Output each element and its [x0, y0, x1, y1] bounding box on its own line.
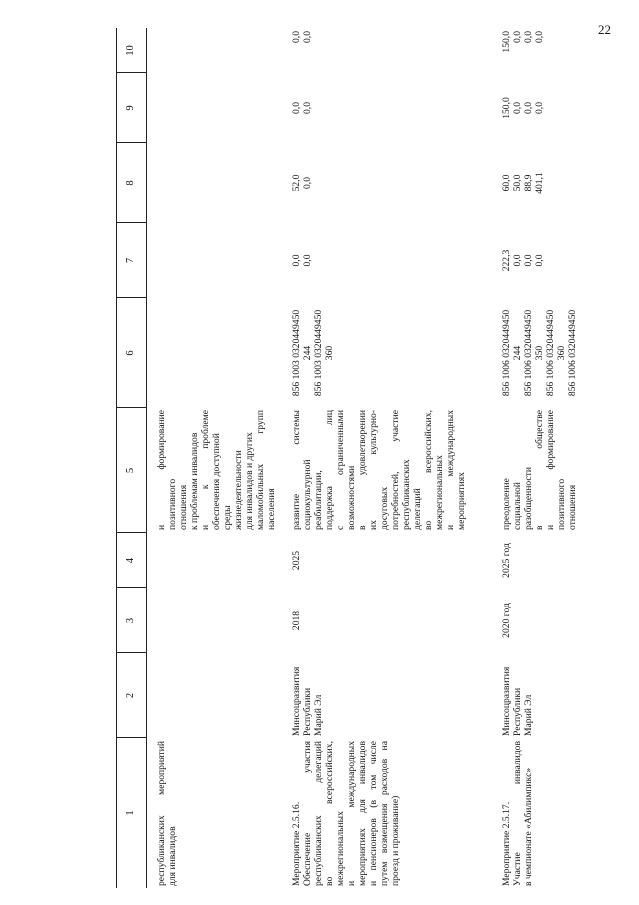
text-line: и международных [445, 410, 456, 530]
text-line: Республики [512, 687, 523, 736]
text-line: Обеспечение участия [302, 741, 313, 886]
row2-col7-values [501, 223, 545, 298]
value-cell: 0,0 [534, 102, 545, 114]
row1-col8-values [291, 143, 313, 223]
value-cell: 0,0 [534, 31, 545, 43]
text-line: и формирование [156, 410, 167, 530]
row1-col5-result [291, 410, 467, 530]
text-line: Минсоцразвития [291, 666, 302, 736]
continuation-col5 [156, 410, 277, 530]
row1-col7-values [291, 223, 313, 298]
text-line: Мероприятие 2.5.17. [501, 801, 512, 886]
text-line: потребностей, участие [390, 410, 401, 530]
text-line: мероприятиях для инвалидов [357, 741, 368, 886]
row2-col9-values [501, 73, 545, 143]
text-line: с ограниченными [335, 410, 346, 530]
text-line: в удовлетворении [357, 410, 368, 530]
continuation-col1 [156, 741, 178, 886]
row2-col5-result [501, 410, 578, 530]
text-line: населения [266, 488, 277, 530]
value-cell: 222,3 [501, 249, 512, 272]
text-line: разобщенности [523, 466, 534, 530]
value-cell: 0,0 [523, 254, 534, 267]
header-col-7: 7 [125, 257, 136, 264]
row1-col2-executor [291, 654, 324, 736]
text-line: обеспечения доступной [211, 433, 222, 530]
header-col-3: 3 [125, 617, 136, 624]
text-line: и пенсионеров (в том числе [368, 741, 379, 886]
header-col-2: 2 [125, 692, 136, 699]
budget-code: 856 1003 0320449450 [291, 309, 302, 397]
value-cell: 0,0 [291, 102, 302, 114]
row1-col10-values [291, 31, 313, 73]
text-line: и международных [346, 741, 357, 886]
text-line: социальной [512, 482, 523, 530]
row1-col4-end: 2025 [291, 550, 302, 571]
value-cell: 52,0 [291, 174, 302, 192]
text-line: преодоление [501, 478, 512, 530]
budget-code: 856 1006 0320449450 [501, 309, 512, 397]
text-line: маломобильных групп [255, 410, 266, 530]
header-col-5: 5 [125, 467, 136, 474]
text-line: межрегиональных [434, 455, 445, 530]
header-col-9: 9 [125, 105, 136, 111]
value-cell: 0,0 [291, 31, 302, 43]
rotated-table [116, 28, 622, 888]
text-line: для инвалидов и других [244, 432, 255, 530]
text-line: развитие системы [291, 410, 302, 530]
text-line: мероприятиях [456, 472, 467, 530]
value-cell: 0,0 [302, 177, 313, 189]
text-line: Минсоцразвития [501, 666, 512, 736]
budget-code: 856 1003 0320449450 [313, 309, 324, 397]
value-cell: 0,0 [512, 31, 523, 43]
text-line: Участие инвалидов [512, 741, 523, 886]
row2-col8-values [501, 143, 545, 223]
header-col-8: 8 [125, 180, 136, 186]
text-line: и к проблеме [200, 410, 211, 530]
text-line: Мероприятие 2.5.16. [291, 801, 302, 886]
text-line: их культурно- [368, 410, 379, 530]
value-cell: 0,0 [302, 102, 313, 114]
text-line: и формирование [545, 410, 556, 530]
page-number: 22 [598, 22, 611, 37]
text-line: Республики [302, 687, 313, 736]
text-line: в обществе [534, 410, 545, 530]
value-cell: 0,0 [523, 102, 534, 114]
text-line: путем возмещения расходов на [379, 741, 390, 886]
budget-sub: 360 [324, 345, 335, 361]
text-line: для инвалидов [167, 826, 178, 886]
row2-col4-end: 2025 год [501, 543, 512, 578]
budget-code: 856 1006 0320449450 [545, 309, 556, 397]
row2-col10-values [501, 31, 545, 73]
header-col-4: 4 [125, 557, 136, 564]
value-cell: 0,0 [291, 254, 302, 267]
budget-sub: 244 [302, 345, 313, 361]
budget-sub: 360 [556, 345, 567, 361]
value-cell: 0,0 [302, 31, 313, 43]
text-line: социокультурной [302, 459, 313, 530]
text-line: во всероссийских, [324, 741, 335, 886]
row2-col6-budget-codes [501, 300, 578, 406]
header-bottom-border [146, 28, 147, 888]
text-line: межрегиональных [335, 811, 346, 886]
text-line: республиканских мероприятий [156, 741, 167, 886]
value-cell: 50,0 [512, 174, 523, 192]
text-line: досуговых [379, 486, 390, 530]
text-line: проезд и проживание) [390, 795, 401, 886]
header-col-1: 1 [125, 810, 136, 816]
text-line: во всероссийских, [423, 410, 434, 530]
row1-col9-values [291, 73, 313, 143]
text-line: отношения [567, 484, 578, 530]
text-line: возможностями [346, 465, 357, 530]
text-line: Марий Эл [523, 694, 534, 736]
text-line: отношения [178, 484, 189, 530]
text-line: делегаций [412, 488, 423, 530]
budget-sub: 244 [512, 345, 523, 361]
value-cell: 401,1 [534, 172, 545, 194]
row1-col6-budget-codes [291, 300, 335, 406]
value-cell: 0,0 [534, 254, 545, 267]
row2-col3-start: 2020 год [501, 603, 512, 638]
value-cell: 0,0 [523, 31, 534, 43]
value-cell: 0,0 [512, 102, 523, 114]
header-col-10: 10 [125, 45, 136, 56]
value-cell: 150,0 [501, 31, 512, 53]
text-line: реабилитации, [313, 470, 324, 530]
budget-sub: 350 [534, 345, 545, 361]
text-line: позитивного [167, 478, 178, 530]
text-line: позитивного [556, 478, 567, 530]
text-line: среды [222, 505, 233, 530]
text-line: в чемпионате «Абилимпикс» [523, 767, 534, 886]
row1-col1-measure [291, 741, 401, 886]
text-line: республиканских делегаций [313, 741, 324, 886]
header-col-6: 6 [125, 350, 136, 356]
text-line: поддержка лиц [324, 410, 335, 530]
value-cell: 0,0 [512, 254, 523, 267]
text-line: Марий Эл [313, 694, 324, 736]
budget-code: 856 1006 0320449450 [523, 309, 534, 397]
row2-col2-executor [501, 654, 534, 736]
text-line: республиканских [401, 459, 412, 530]
budget-code: 856 1006 0320449450 [567, 309, 578, 397]
value-cell: 0,0 [302, 254, 313, 267]
value-cell: 88,9 [523, 174, 534, 192]
value-cell: 60,0 [501, 174, 512, 192]
row2-col1-measure [501, 741, 534, 886]
value-cell: 150,0 [501, 97, 512, 119]
row1-col3-start: 2018 [291, 610, 302, 631]
text-line: жизнедеятельности [233, 450, 244, 530]
text-line: к проблемам инвалидов [189, 432, 200, 530]
